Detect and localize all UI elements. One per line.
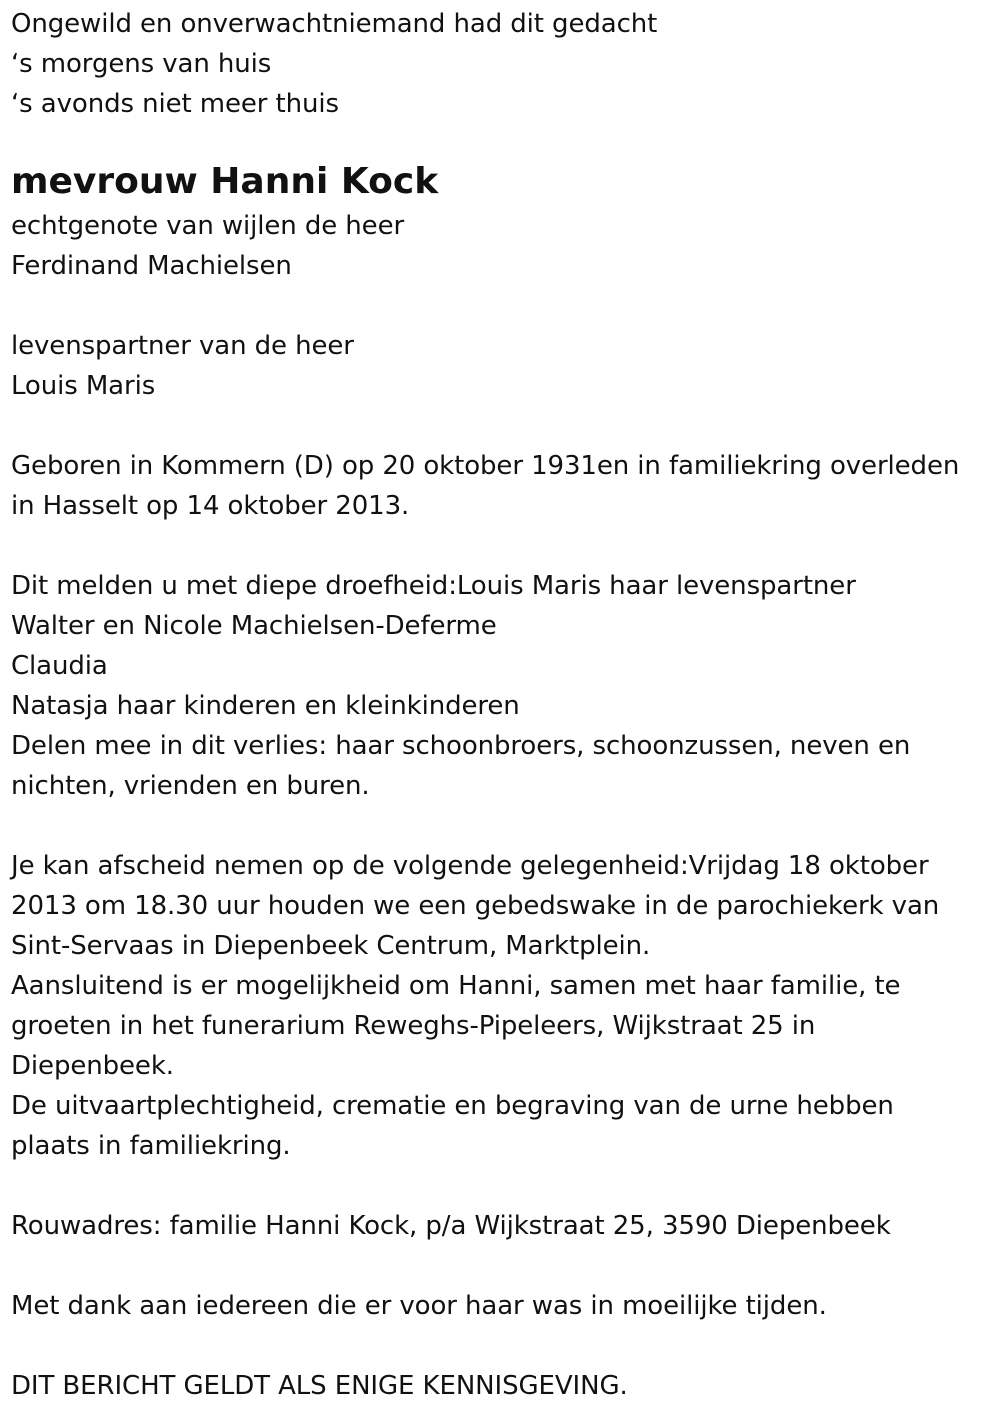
family-line: nichten, vrienden en buren. [11,771,370,801]
farewell-line: plaats in familiekring. [11,1131,291,1161]
spacer [11,526,996,566]
farewell-line: Diepenbeek. [11,1051,174,1081]
spouse-name: Ferdinand Machielsen [11,251,292,281]
notice-line: DIT BERICHT GELDT ALS ENIGE KENNISGEVING. [11,1371,628,1401]
birth-death-line: in Hasselt op 14 oktober 2013. [11,491,410,521]
farewell-line: Je kan afscheid nemen op de volgende gelegenheid:Vrijdag 18 oktober [11,851,929,881]
farewell-line: Aansluitend is er mogelijkheid om Hanni, samen met haar familie, te [11,971,901,1001]
spacer [11,806,996,846]
family-line: Natasja haar kinderen en kleinkinderen [11,691,520,721]
family-line: Delen mee in dit verlies: haar schoonbroers, schoonzussen, neven en [11,731,911,761]
farewell-block [11,846,996,1166]
family-block [11,566,996,806]
poem-line: Ongewild en onverwachtniemand had dit gedacht [11,9,658,39]
spacer [11,406,996,446]
farewell-line: 2013 om 18.30 uur houden we een gebedswake in de parochiekerk van [11,891,940,921]
birth-death-block [11,446,996,526]
spacer [11,286,996,326]
spouse-block [11,206,996,286]
birth-death-line: Geboren in Kommern (D) op 20 oktober 1931en in familiekring overleden [11,451,960,481]
spacer [11,1246,996,1286]
deceased-name: mevrouw Hanni Kock [11,161,439,202]
thanks-line: Met dank aan iedereen die er voor haar was in moeilijke tijden. [11,1291,827,1321]
family-line: Walter en Nicole Machielsen-Deferme [11,611,497,641]
farewell-line: groeten in het funerarium Reweghs-Pipeleers, Wijkstraat 25 in [11,1011,816,1041]
partner-block [11,326,996,406]
poem-line: ‘s avonds niet meer thuis [11,89,339,119]
spacer [11,1326,996,1366]
spouse-label: echtgenote van wijlen de heer [11,211,405,241]
obituary-notice [11,4,996,1406]
mourning-address: Rouwadres: familie Hanni Kock, p/a Wijkstraat 25, 3590 Diepenbeek [11,1211,891,1241]
poem-line: ‘s morgens van huis [11,49,272,79]
partner-label: levenspartner van de heer [11,331,354,361]
spacer [11,1166,996,1206]
poem [11,4,996,124]
farewell-line: Sint-Servaas in Diepenbeek Centrum, Marktplein. [11,931,651,961]
farewell-line: De uitvaartplechtigheid, crematie en begraving van de urne hebben [11,1091,894,1121]
family-line: Dit melden u met diepe droefheid:Louis Maris haar levenspartner [11,571,856,601]
family-line: Claudia [11,651,108,681]
partner-name: Louis Maris [11,371,156,401]
